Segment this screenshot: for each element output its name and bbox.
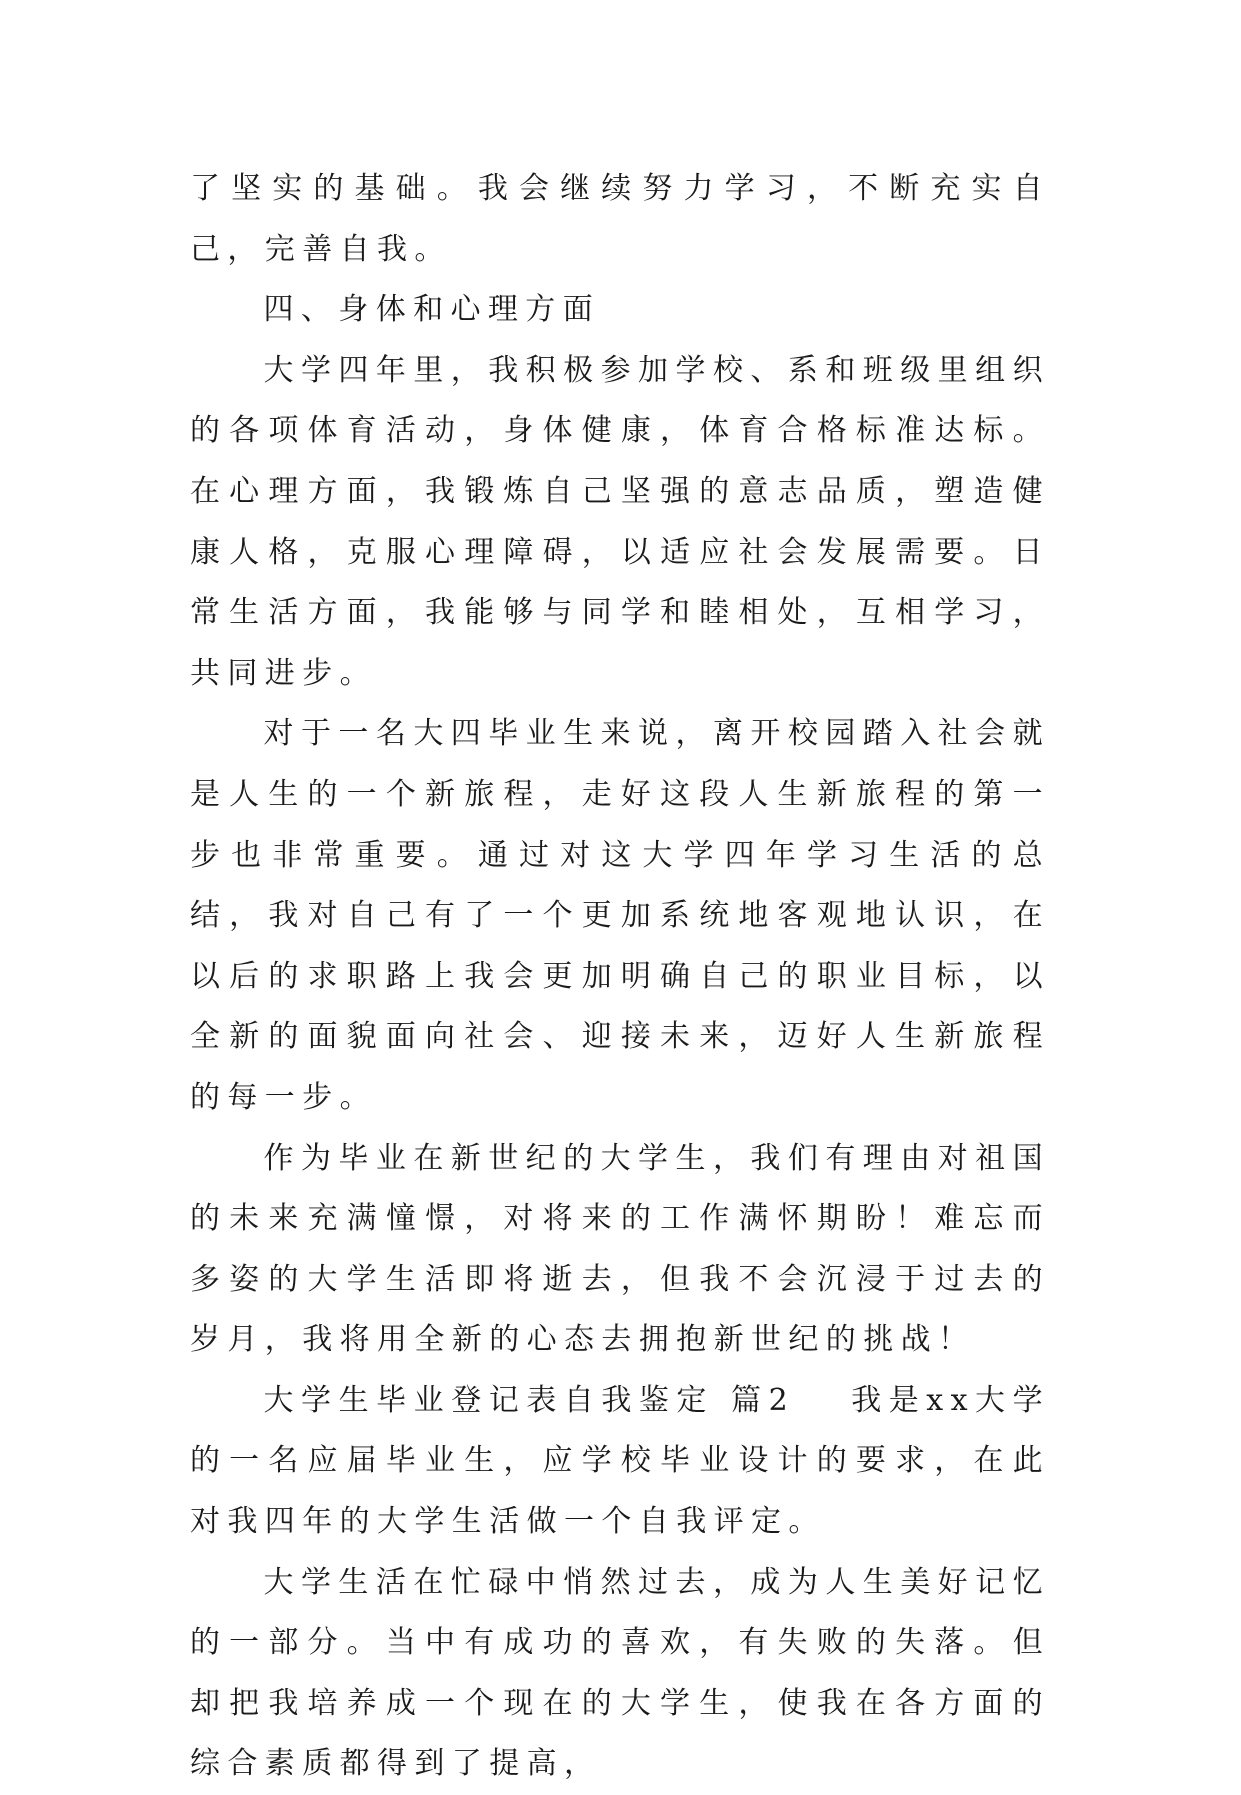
paragraph-section-two — [190, 1371, 1050, 1553]
section-heading-four: 四、身体和心理方面 — [263, 292, 601, 328]
section-two-intro: 我是xx大学的一名应届毕业生，应学校毕业设计的要求，在此对我四年的大学生活做一个自我评定。 — [190, 1382, 1050, 1540]
paragraph-college-life: 大学生活在忙碌中悄然过去，成为人生美好记忆的一部分。当中有成功的喜欢，有失败的失落。但却把我培养成一个现在的大学生，使我在各方面的综合素质都得到了提高， — [190, 1564, 1050, 1782]
paragraph-new-century: 作为毕业在新世纪的大学生，我们有理由对祖国的未来充满憧憬，对将来的工作满怀期盼！难忘而多姿的大学生活即将逝去，但我不会沉浸于过去的岁月，我将用全新的心态去拥抱新世纪的挑战！ — [190, 1140, 1050, 1358]
document-body — [190, 159, 1050, 1795]
paragraph-physical-mental: 大学四年里，我积极参加学校、系和班级里组织的各项体育活动，身体健康，体育合格标准达标。在心理方面，我锻炼自己坚强的意志品质，塑造健康人格，克服心理障碍，以适应社会发展需要。日常生活方面，我能够与同学和睦相处，互相学习，共同进步。 — [190, 352, 1050, 691]
paragraph-continuation: 了坚实的基础。我会继续努力学习，不断充实自己，完善自我。 — [190, 171, 1050, 267]
paragraph-graduate-journey: 对于一名大四毕业生来说，离开校园踏入社会就是人生的一个新旅程，走好这段人生新旅程的第一步也非常重要。通过对这大学四年学习生活的总结，我对自己有了一个更加系统地客观地认识，在以后的求职路上我会更加明确自己的职业目标，以全新的面貌面向社会、迎接未来，迈好人生新旅程的每一步。 — [190, 716, 1050, 1115]
section-two-heading: 大学生毕业登记表自我鉴定 篇2 — [263, 1382, 796, 1418]
